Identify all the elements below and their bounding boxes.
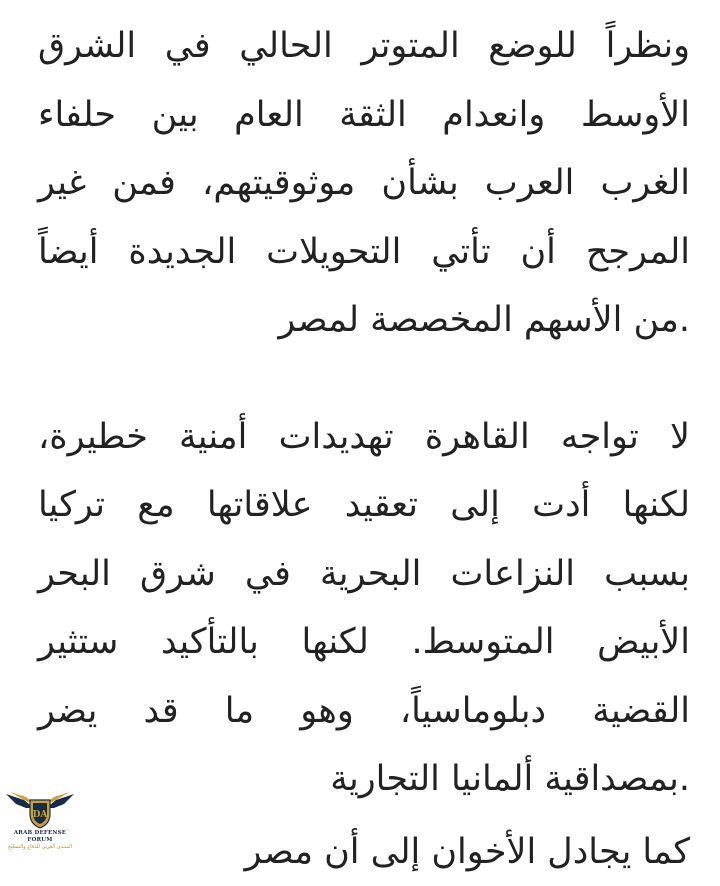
eagle-shield-icon: [4, 786, 76, 830]
paragraph-2: [38, 403, 690, 814]
forum-subtitle: المنتدى العربي للدفاع والتسليح: [7, 844, 73, 850]
paragraph-line: لكنها أدت إلى تعقيد علاقاتها مع تركيا: [38, 485, 690, 525]
paragraph-line: بسبب النزاعات البحرية في شرق البحر: [38, 553, 690, 594]
forum-name: ARAB DEFENSE FORUM: [13, 830, 67, 843]
paragraph-line: .بمصداقية ألمانيا التجارية: [330, 759, 690, 799]
logo-letters: DA: [32, 810, 48, 820]
paragraph-line: المرجح أن تأتي التحويلات الجديدة أيضاً: [38, 231, 690, 272]
paragraph-line: الغرب العرب بشأن موثوقيتهم، فمن غير: [38, 163, 690, 203]
forum-watermark-logo: [4, 786, 76, 850]
paragraph-line: الأبيض المتوسط. لكنها بالتأكيد ستثير: [38, 622, 690, 662]
paragraph-line: لا تواجه القاهرة تهديدات أمنية خطيرة،: [38, 416, 690, 457]
paragraph-line: القضية دبلوماسياً، وهو ما قد يضر: [38, 690, 690, 731]
paragraph-line: ونظراً للوضع المتوتر الحالي في الشرق: [38, 26, 690, 66]
paragraph-line: كما يجادل الأخوان إلى أن مصر: [244, 832, 690, 872]
article-body: [38, 12, 690, 862]
paragraph-line: .من الأسهم المخصصة لمصر: [278, 300, 690, 340]
paragraph-1: [38, 12, 690, 355]
paragraph-line: الأوسط وانعدام الثقة العام بين حلفاء: [38, 94, 690, 135]
